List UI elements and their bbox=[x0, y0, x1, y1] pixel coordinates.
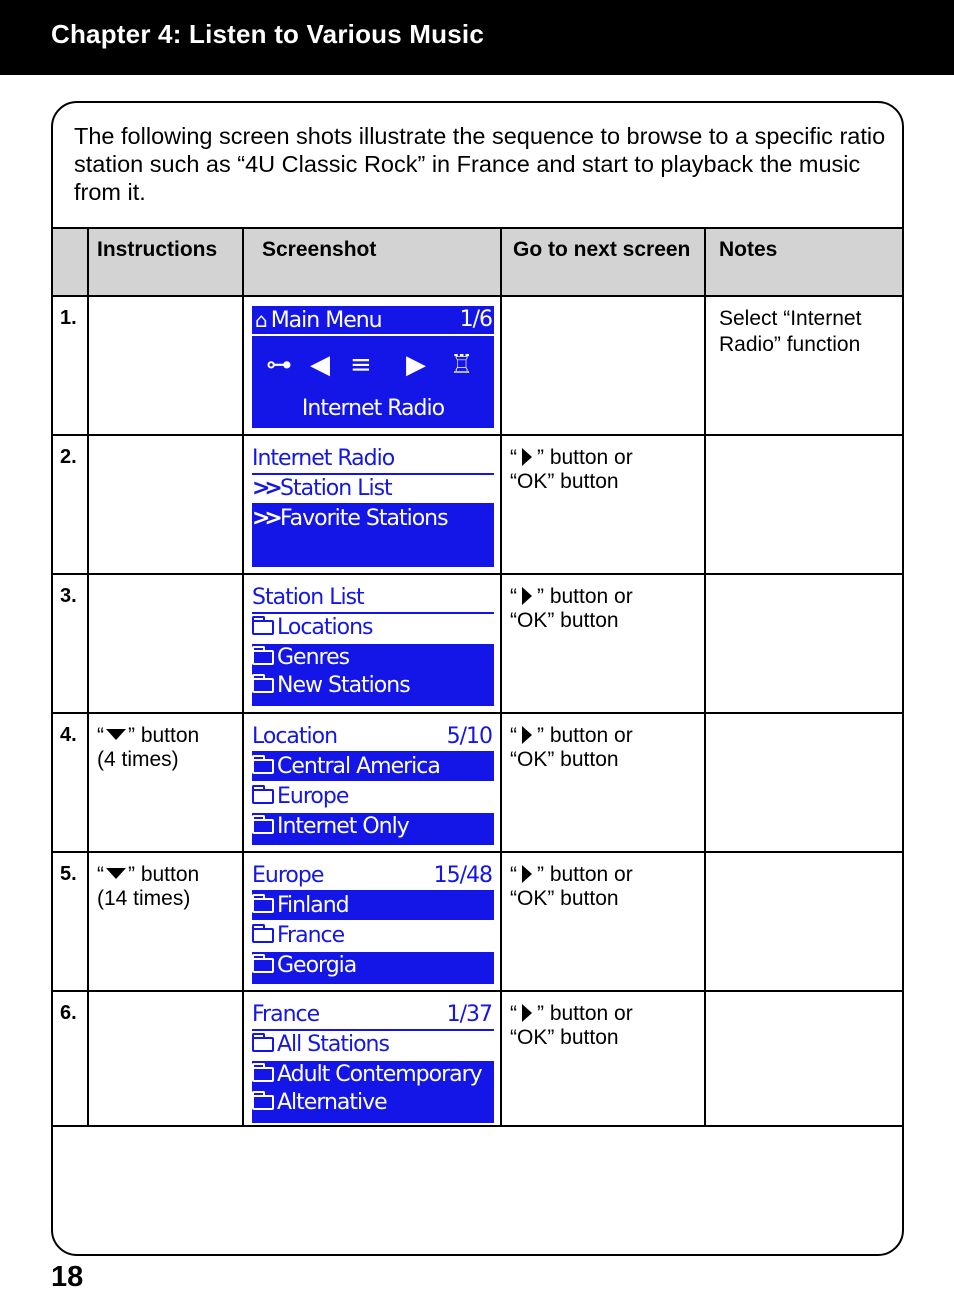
lcd-screen bbox=[252, 1001, 494, 1123]
col-header-instructions: Instructions bbox=[88, 228, 243, 296]
instruction-text: “ ” button (14 times) bbox=[97, 863, 200, 910]
lcd-title-bar: Location 5/10 bbox=[252, 723, 494, 753]
lcd-list-item-selected: >> Station List bbox=[252, 475, 494, 503]
lcd-list-item-selected: All Stations bbox=[252, 1031, 494, 1059]
right-arrow-icon bbox=[522, 865, 532, 883]
step-number: 6. bbox=[60, 1002, 77, 1024]
lcd-list-item-selected: Locations bbox=[252, 614, 494, 642]
lcd-screen bbox=[252, 862, 494, 984]
lcd-list-item: >> Favorite Stations bbox=[252, 505, 494, 533]
folder-icon bbox=[252, 789, 274, 804]
next-screen-text: “ ” button or “OK” button bbox=[510, 585, 633, 632]
play-icon: ▶ bbox=[406, 350, 425, 380]
col-header-screenshot: Screenshot bbox=[243, 228, 501, 296]
step-number: 1. bbox=[60, 307, 77, 329]
col-header-number bbox=[52, 228, 88, 296]
lcd-title-bar: Internet Radio bbox=[252, 445, 494, 475]
folder-icon bbox=[252, 898, 274, 913]
folder-icon bbox=[252, 1067, 274, 1082]
step-number: 4. bbox=[60, 724, 77, 746]
lcd-title-bar: ⌂ Main Menu 1/6 bbox=[252, 306, 494, 336]
lcd-screen bbox=[252, 584, 494, 706]
instruction-text: “ ” button (4 times) bbox=[97, 724, 200, 771]
intro-paragraph: The following screen shots illustrate the sequence to browse to a specific ratio station such as “4U Classic Rock” in France and start to playback the music from it. bbox=[74, 123, 886, 205]
folder-icon bbox=[252, 650, 274, 665]
next-screen-text: “ ” button or “OK” button bbox=[510, 724, 633, 771]
folder-icon bbox=[252, 759, 274, 774]
down-arrow-icon bbox=[106, 868, 126, 879]
lcd-selected-label: Internet Radio bbox=[301, 396, 445, 421]
folder-icon bbox=[252, 1095, 274, 1110]
page-number: 18 bbox=[51, 1261, 84, 1293]
table-row bbox=[52, 435, 904, 574]
double-chevron-icon: >> bbox=[252, 476, 277, 501]
col-header-notes: Notes bbox=[705, 228, 904, 296]
table-row bbox=[52, 296, 904, 435]
list-icon: ≡ bbox=[350, 350, 371, 380]
right-arrow-icon bbox=[522, 587, 532, 605]
lcd-icon-row bbox=[266, 350, 486, 386]
folder-icon bbox=[252, 678, 274, 693]
lcd-screen bbox=[252, 445, 494, 567]
lcd-list-item-selected: Europe bbox=[252, 783, 494, 811]
lcd-screen bbox=[252, 723, 494, 845]
step-number: 2. bbox=[60, 446, 77, 468]
right-arrow-icon bbox=[522, 1004, 532, 1022]
lcd-screen bbox=[252, 306, 494, 428]
col-header-next: Go to next screen bbox=[501, 228, 705, 296]
double-chevron-icon: >> bbox=[252, 506, 277, 531]
table-row bbox=[52, 713, 904, 852]
folder-icon bbox=[252, 958, 274, 973]
right-arrow-icon bbox=[522, 726, 532, 744]
lcd-list-item: Genres bbox=[252, 644, 494, 672]
lcd-list-item: Alternative bbox=[252, 1089, 494, 1123]
lcd-list-item: Internet Only bbox=[252, 813, 494, 845]
step-number: 3. bbox=[60, 585, 77, 607]
folder-icon bbox=[252, 819, 274, 834]
folder-icon bbox=[252, 1037, 274, 1052]
next-screen-text: “ ” button or “OK” button bbox=[510, 446, 633, 493]
lcd-list-item: Adult Contemporary bbox=[252, 1061, 494, 1089]
right-arrow-icon bbox=[522, 448, 532, 466]
lcd-title-bar: Station List bbox=[252, 584, 494, 614]
next-screen-text: “ ” button or “OK” button bbox=[510, 863, 633, 910]
next-screen-text: “ ” button or “OK” button bbox=[510, 1002, 633, 1049]
table-row bbox=[52, 991, 904, 1126]
folder-icon bbox=[252, 620, 274, 635]
content-frame bbox=[51, 101, 904, 1256]
speaker-icon: ◀ bbox=[310, 350, 329, 380]
down-arrow-icon bbox=[106, 729, 126, 740]
lcd-list-item: New Stations bbox=[252, 672, 494, 706]
lcd-title-bar: France 1/37 bbox=[252, 1001, 494, 1031]
table-header-row bbox=[52, 228, 904, 296]
table-row bbox=[52, 852, 904, 991]
folder-icon bbox=[252, 928, 274, 943]
wrench-icon: ⊶ bbox=[266, 350, 291, 380]
lcd-list-item: Central America bbox=[252, 753, 494, 781]
chapter-header bbox=[0, 0, 954, 75]
lcd-list-item-selected: France bbox=[252, 922, 494, 950]
table-row bbox=[52, 574, 904, 713]
note-text: Select “Internet Radio” function bbox=[719, 307, 862, 356]
lcd-list-item: Georgia bbox=[252, 952, 494, 984]
antenna-icon: ♖ bbox=[450, 350, 473, 380]
step-number: 5. bbox=[60, 863, 77, 885]
steps-table bbox=[51, 227, 904, 1127]
chapter-title: Chapter 4: Listen to Various Music bbox=[51, 19, 484, 49]
lcd-title-bar: Europe 15/48 bbox=[252, 862, 494, 892]
home-icon: ⌂ bbox=[255, 308, 267, 332]
lcd-list-item: Finland bbox=[252, 892, 494, 920]
